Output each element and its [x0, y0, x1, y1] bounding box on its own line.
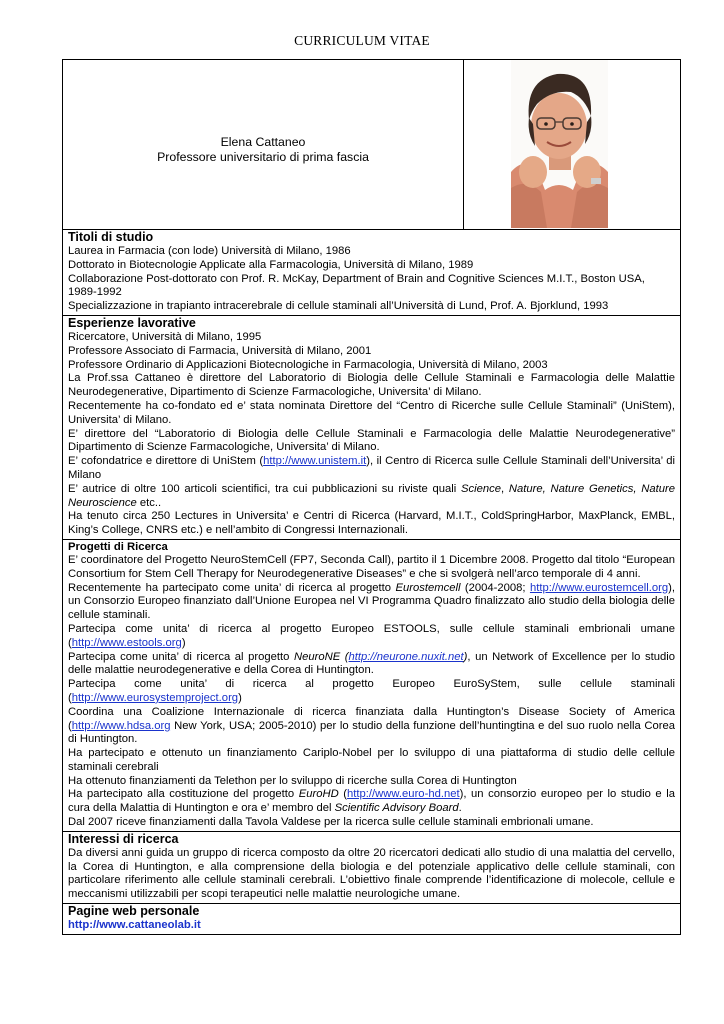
hdsa-link[interactable]: http://www.hdsa.org [71, 719, 171, 732]
personal-website-link[interactable]: http://www.cattaneolab.it [68, 919, 201, 932]
hdsa-paragraph: Coordina una Coalizione Internazionale di ricerca finanziata dalla Huntington’s Disease Society of America (http://www.hdsa.org New York, USA; 2005-2010) per lo studio della funzione dell’huntingtina e del suo ruolo nella Corea di Huntington. [68, 705, 675, 746]
titoli-title: Titoli di studio [68, 230, 154, 244]
cv-header [63, 60, 680, 230]
autrice-paragraph: E’ autrice di oltre 100 articoli scientifici, tra cui pubblicazioni su riviste quali Science, Nature, Nature Genetics, Nature Neuroscience etc.. [68, 482, 676, 509]
titoli-item: Collaborazione Post-dottorato con Prof. R. McKay, Department of Brain and Cognitive Sciences M.I.T., Boston USA, 1989-1992 [68, 272, 645, 299]
lectures-paragraph: Ha tenuto circa 250 Lectures in Universita’ e Centri di Ricerca (Harvard, M.I.T., ColdSpringHarbor, MaxPlanck, EMBL, King’s College, CNRS etc.) e nell’ambito di Congressi Internazionali. [68, 510, 675, 537]
document-title: CURRICULUM VITAE [294, 33, 430, 48]
progetti-section [63, 540, 680, 832]
esperienze-item: Professore Associato di Farmacia, Università di Milano, 2001 [68, 344, 372, 357]
estools-paragraph: Partecipa come unita’ di ricerca al progetto Europeo ESTOOLS, sulle cellule staminali embrionali umane (http://www.estools.org) [68, 622, 675, 649]
interessi-paragraph: Da diversi anni guida un gruppo di ricerca composto da oltre 20 ricercatori dedicati allo studio di una malattia del cervello, la Corea di Huntington, e alla comprensione della biologia e del potenziale applicativo delle cellule staminali, con particolare riferimento alle cellule staminali cerebrali. L’obiettivo finale comprende l’identificazione di molecole, cellule e meccanismi utilizzabili per scopi terapeutici nelle malattie neurologiche umane. [68, 846, 675, 901]
eurohd-paragraph: Ha partecipato alla costituzione del progetto EuroHD (http://www.euro-hd.net), un consorzio europeo per lo studio e la cura della Malattia di Huntington e ora e’ membro del Scientific Advisory Board. [68, 788, 676, 815]
cv-table [62, 59, 681, 935]
titoli-item: Dottorato in Biotecnologie Applicate alla Farmacologia, Università di Milano, 1989 [68, 258, 474, 271]
esperienze-section [63, 316, 680, 540]
cariplo-paragraph: Ha partecipato e ottenuto un finanziamento Cariplo-Nobel per lo sviluppo di una piattaforma di studio delle cellule staminali cerebrali [68, 747, 675, 773]
progetti-title: Progetti di Ricerca [68, 540, 168, 553]
estools-link[interactable]: http://www.estools.org [71, 636, 182, 649]
interessi-title: Interessi di ricerca [68, 831, 179, 846]
photo-cell [464, 60, 680, 229]
neurone-paragraph: Partecipa come unita’ di ricerca al progetto NeuroNE (http://neurone.nuxit.net), un Network of Excellence per lo studio delle malattie neurodegenerative e della Corea di Huntington. [68, 650, 675, 677]
eurosystem-link[interactable]: http://www.eurosystemproject.org [71, 691, 239, 704]
esperienze-item: La Prof.ssa Cattaneo è direttore del Laboratorio di Biologia delle Cellule Staminali e Farmacologia delle Malattie Neurodegenerative, Dipartimento di Scienze Farmacologiche, Universita’ di Milano. [68, 372, 675, 399]
eurostemcell-paragraph: Recentemente ha partecipato come unita’ di ricerca al progetto Eurostemcell (2004-2008; http://www.eurostemcell.org), un Consorzio Europeo finanziato dall’Unione Europea nel VI Programma Quadro finalizzato allo studio della biologia delle cellule staminali. [68, 581, 675, 622]
titoli-section [63, 230, 680, 316]
esperienze-item: Ricercatore, Università di Milano, 1995 [68, 330, 262, 343]
esperienze-item: Professore Ordinario di Applicazioni Biotecnologiche in Farmacologia, Università di Milano, 2003 [68, 358, 548, 371]
person-position: Professore universitario di prima fascia [157, 149, 369, 164]
eurohd-link[interactable]: http://www.euro-hd.net [347, 788, 460, 801]
identity-cell [63, 60, 464, 229]
neurostemcell-paragraph: E’ coordinatore del Progetto NeuroStemCell (FP7, Seconda Call), partito il 1 Dicembre 2008. Progetto dal titolo “European Consortium for Stem Cell Therapy for Neurodegenerative Diseases” e che si svolgerà nell’arco temporale di 4 anni. [68, 553, 675, 580]
telethon-paragraph: Ha ottenuto finanziamenti da Telethon per lo sviluppo di ricerche sulla Corea di Huntington [68, 774, 517, 787]
unistem-link[interactable]: http://www.unistem.it [263, 455, 367, 468]
esperienze-item: E’ direttore del “Laboratorio di Biologia delle Cellule Staminali e Farmacologia delle Malattie Neurodegenerative” Dipartimento di Scienze Farmacologiche, Universita’ di Milano. [68, 427, 675, 454]
titoli-item: Specializzazione in trapianto intracerebrale di cellule staminali all’Università di Lund, Prof. A. Bjorklund, 1993 [68, 300, 609, 313]
unistem-paragraph: E’ cofondatrice e direttore di UniStem (http://www.unistem.it), il Centro di Ricerca sulle Cellule Staminali dell’Universita’ di Milano [68, 455, 675, 481]
esperienze-item: Recentemente ha co-fondato ed e’ stata nominata Direttore del “Centro di Ricerche sulle Cellule Staminali” (UniStem), Universita’ di Milano. [68, 399, 675, 426]
esperienze-title: Esperienze lavorative [68, 315, 196, 330]
eurosystem-paragraph: Partecipa come unita’ di ricerca al progetto Europeo EuroSyStem, sulle cellule staminali (http://www.eurosystemproject.org) [68, 678, 675, 704]
neurone-link[interactable]: http://neurone.nuxit.net [348, 650, 464, 663]
eurostemcell-link[interactable]: http://www.eurostemcell.org [529, 581, 669, 594]
pagine-title: Pagine web personale [68, 904, 200, 919]
portrait-photo-icon [511, 60, 608, 228]
interessi-section [63, 832, 680, 904]
titoli-item: Laurea in Farmacia (con lode) Università di Milano, 1986 [68, 245, 351, 257]
person-name: Elena Cattaneo [220, 134, 306, 149]
pagine-section [63, 904, 680, 934]
valdese-paragraph: Dal 2007 riceve finanziamenti dalla Tavola Valdese per la ricerca sulle cellule staminali embrionali umane. [68, 816, 594, 829]
